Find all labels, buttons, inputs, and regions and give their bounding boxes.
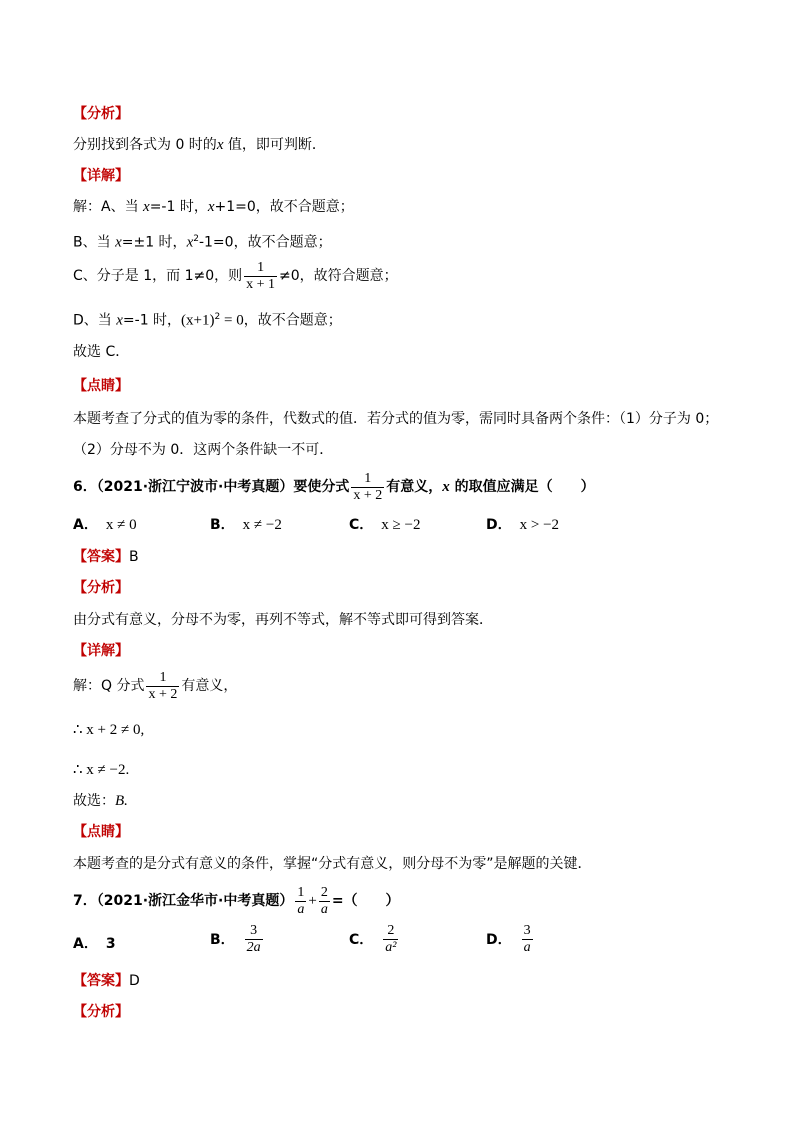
q5-detail-c: C、分子是 1，而 1≠0，则 $\frac{1}{x + 1}$ ≠0，故符合题意； (73, 259, 398, 292)
q6-detail-line3: ∴ x ≠ −2. (73, 762, 130, 778)
q7-stem: 7．（2021·浙江金华市·中考真题） $\frac{1}{a}$ + $\frac{2}{a}$ =（ ） (73, 884, 400, 917)
fraction-1-over-x-plus-1: $\frac{1}{x + 1}$ (246, 259, 276, 292)
q5-detail-a: 解：A、当 x=-1 时，x+1=0，故不合题意； (73, 199, 354, 215)
q5-analysis-text: 分别找到各式为 0 时的x 值，即可判断． (73, 137, 326, 153)
q5-comment-line2: （2）分母不为 0．这两个条件缺一不可． (73, 442, 334, 458)
q7-option-c[interactable]: C． $\frac{2}{\text{a²}}$ (349, 923, 397, 955)
comment-heading: 【点睛】 (73, 378, 129, 394)
analysis-heading: 【分析】 (73, 106, 129, 122)
q7-answer: 【答案】D (73, 973, 140, 989)
q5-comment-line1: 本题考查了分式的值为零的条件，代数式的值．若分式的值为零，需同时具备两个条件：（1）分子为 0； (73, 411, 719, 427)
q6-detail-line1: 解：Q 分式 $\frac{1}{x + 2}$ 有意义， (73, 669, 238, 702)
q6-option-d[interactable]: D． x > −2 (486, 517, 560, 533)
q7-fraction-2: $\frac{2}{a}$ (320, 884, 328, 917)
q6-stem: 6．（2021·浙江宁波市·中考真题）要使分式 $\frac{1}{x + 2}$ 有意义，x 的取值应满足（ ） (73, 470, 595, 503)
detail-heading: 【详解】 (73, 168, 129, 184)
q6-option-b[interactable]: B． x ≠ −2 (210, 517, 282, 533)
q6-analysis-heading: 【分析】 (73, 580, 129, 596)
q7-analysis-heading: 【分析】 (73, 1004, 129, 1020)
q7-option-a[interactable]: A． 3 (73, 936, 116, 952)
q6-option-a[interactable]: A． x ≠ 0 (73, 517, 137, 533)
q7-option-b[interactable]: B． $\frac{3}{2a}$ (210, 923, 261, 955)
q5-detail-b: B、当 x=±1 时，$x^2-1=0$，故不合题意； (73, 234, 332, 251)
q7-fraction-1: $\frac{1}{a}$ (297, 884, 305, 917)
q6-comment-heading: 【点睛】 (73, 824, 129, 840)
q5-detail-d: D、当 x=-1 时，$(x+1)^2 = 0$，故不合题意； (73, 312, 342, 329)
q6-option-c[interactable]: C． x ≥ −2 (349, 517, 421, 533)
q7-option-d[interactable]: D． $\frac{3}{a}$ (486, 923, 531, 955)
q6-analysis-text: 由分式有意义，分母不为零，再列不等式，解不等式即可得到答案． (73, 612, 493, 628)
q6-comment: 本题考查的是分式有意义的条件，掌握“分式有意义，则分母不为零”是解题的关键． (73, 856, 592, 872)
q6-fraction: $\frac{1}{x + 2}$ (353, 470, 383, 503)
q6-detail-fraction: $\frac{1}{x + 2}$ (148, 669, 178, 702)
q5-conclusion: 故选 C． (73, 344, 130, 360)
q6-conclusion: 故选：B. (73, 793, 128, 809)
q6-detail-heading: 【详解】 (73, 643, 129, 659)
q6-detail-line2: ∴ x + 2 ≠ 0, (73, 722, 145, 738)
q6-answer: 【答案】B (73, 549, 139, 565)
